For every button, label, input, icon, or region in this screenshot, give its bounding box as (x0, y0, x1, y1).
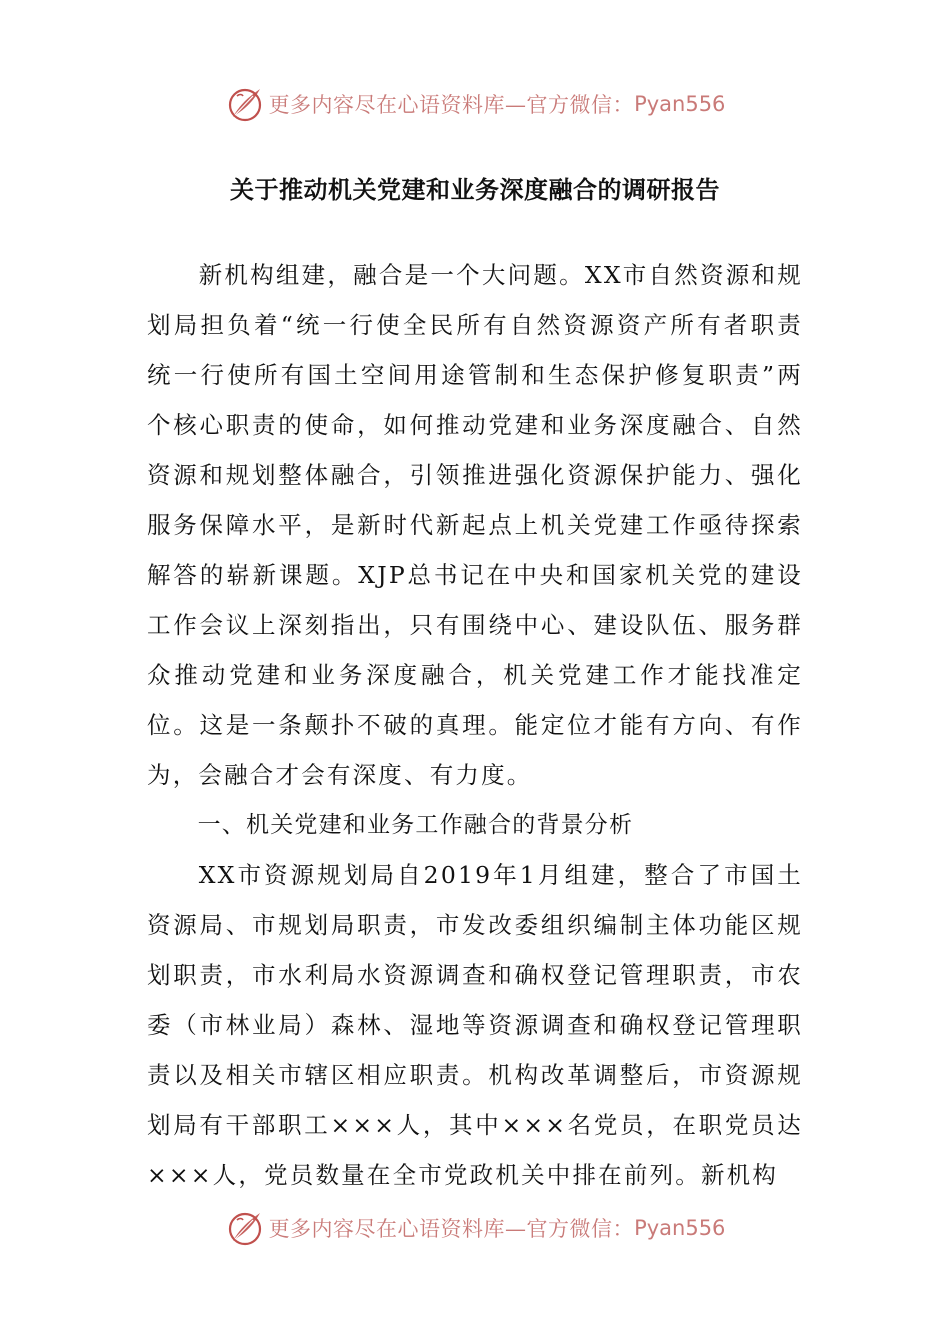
quill-pen-icon (225, 1208, 265, 1248)
banner-wechat-id: Pyan556 (634, 92, 726, 116)
footer-watermark-banner (0, 1206, 950, 1250)
header-watermark-banner (0, 82, 950, 126)
section-paragraph: XX市资源规划局自2019年1月组建，整合了市国土资源局、市规划局职责，市发改委组织编制主体功能区规划职责，市水利局水资源调查和确权登记管理职责，市农委（市林业局）森林、湿地等资源调查和确权登记管理职责以及相关市辖区相应职责。机构改革调整后，市资源规划局有干部职工×××人，其中×××名党员，在职党员达×××人，党员数量在全市党政机关中排在前列。新机构 (147, 861, 803, 1189)
banner-wechat-id: Pyan556 (634, 1216, 726, 1240)
quill-pen-icon (225, 84, 265, 124)
banner-text: 更多内容尽在心语资料库—官方微信： (268, 93, 635, 117)
document-body (147, 250, 803, 1200)
document-title: 关于推动机关党建和业务深度融合的调研报告 (230, 175, 720, 204)
intro-paragraph: 新机构组建，融合是一个大问题。XX市自然资源和规划局担负着“统一行使全民所有自然资源资产所有者职责统一行使所有国土空间用途管制和生态保护修复职责”两个核心职责的使命，如何推动党建和业务深度融合、自然资源和规划整体融合，引领推进强化资源保护能力、强化服务保障水平，是新时代新起点上机关党建工作亟待探索解答的崭新课题。XJP总书记在中央和国家机关党的建设工作会议上深刻指出，只有围绕中心、建设队伍、服务群众推动党建和业务深度融合，机关党建工作才能找准定位。这是一条颠扑不破的真理。能定位才能有方向、有作为，会融合才会有深度、有力度。 (147, 261, 803, 789)
banner-text: 更多内容尽在心语资料库—官方微信： (268, 1217, 635, 1241)
section-heading: 一、机关党建和业务工作融合的背景分析 (197, 812, 634, 838)
